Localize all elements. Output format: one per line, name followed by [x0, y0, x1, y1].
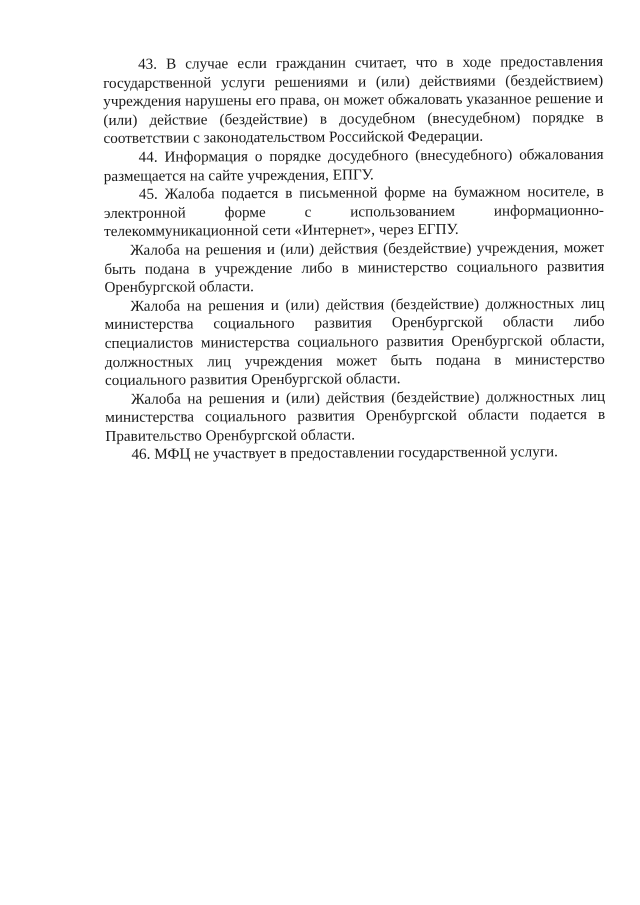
paragraph-44: 44. Информация о порядке досудебного (внесудебного) обжалования размещается на сайте учреждения, ЕПГУ.: [103, 145, 604, 185]
paragraph-46: 46. МФЦ не участвует в предоставлении государственной услуги.: [131, 443, 558, 464]
document-body: [103, 53, 605, 465]
paragraph-complaint-institution: Жалоба на решения и (или) действия (бездействие) учреждения, может быть подана в учреждение либо в министерство социального развития Оренбургской области.: [104, 238, 605, 297]
paragraph-complaint-ministry: Жалоба на решения и (или) действия (бездействие) должностных лиц министерства социального развития Оренбургской области подается в Правительство Оренбургской области.: [105, 387, 606, 445]
paragraph-45: 45. Жалоба подается в письменной форме на бумажном носителе, в электронной форме с использованием информационно-телекоммуникационной сети «Интернет», через ЕГПУ.: [103, 183, 605, 241]
paragraph-complaint-officials: Жалоба на решения и (или) действия (бездействие) должностных лиц министерства социального развития Оренбургской области либо специалистов министерства социального развития Оренбургской области, должностных лиц учреждения может быть подана в министерство социального развития Оренбургской области.: [104, 294, 605, 390]
paragraph-43: 43. В случае если гражданин считает, что в ходе предоставления государственной услуги решениями и (или) действиями (бездействием) учреждения нарушены его права, он может обжаловать указанное решение и (или) действие (бездействие) в досудебном (внесудебном) порядке в соответствии с законодательством Российской Федерации.: [103, 52, 604, 148]
